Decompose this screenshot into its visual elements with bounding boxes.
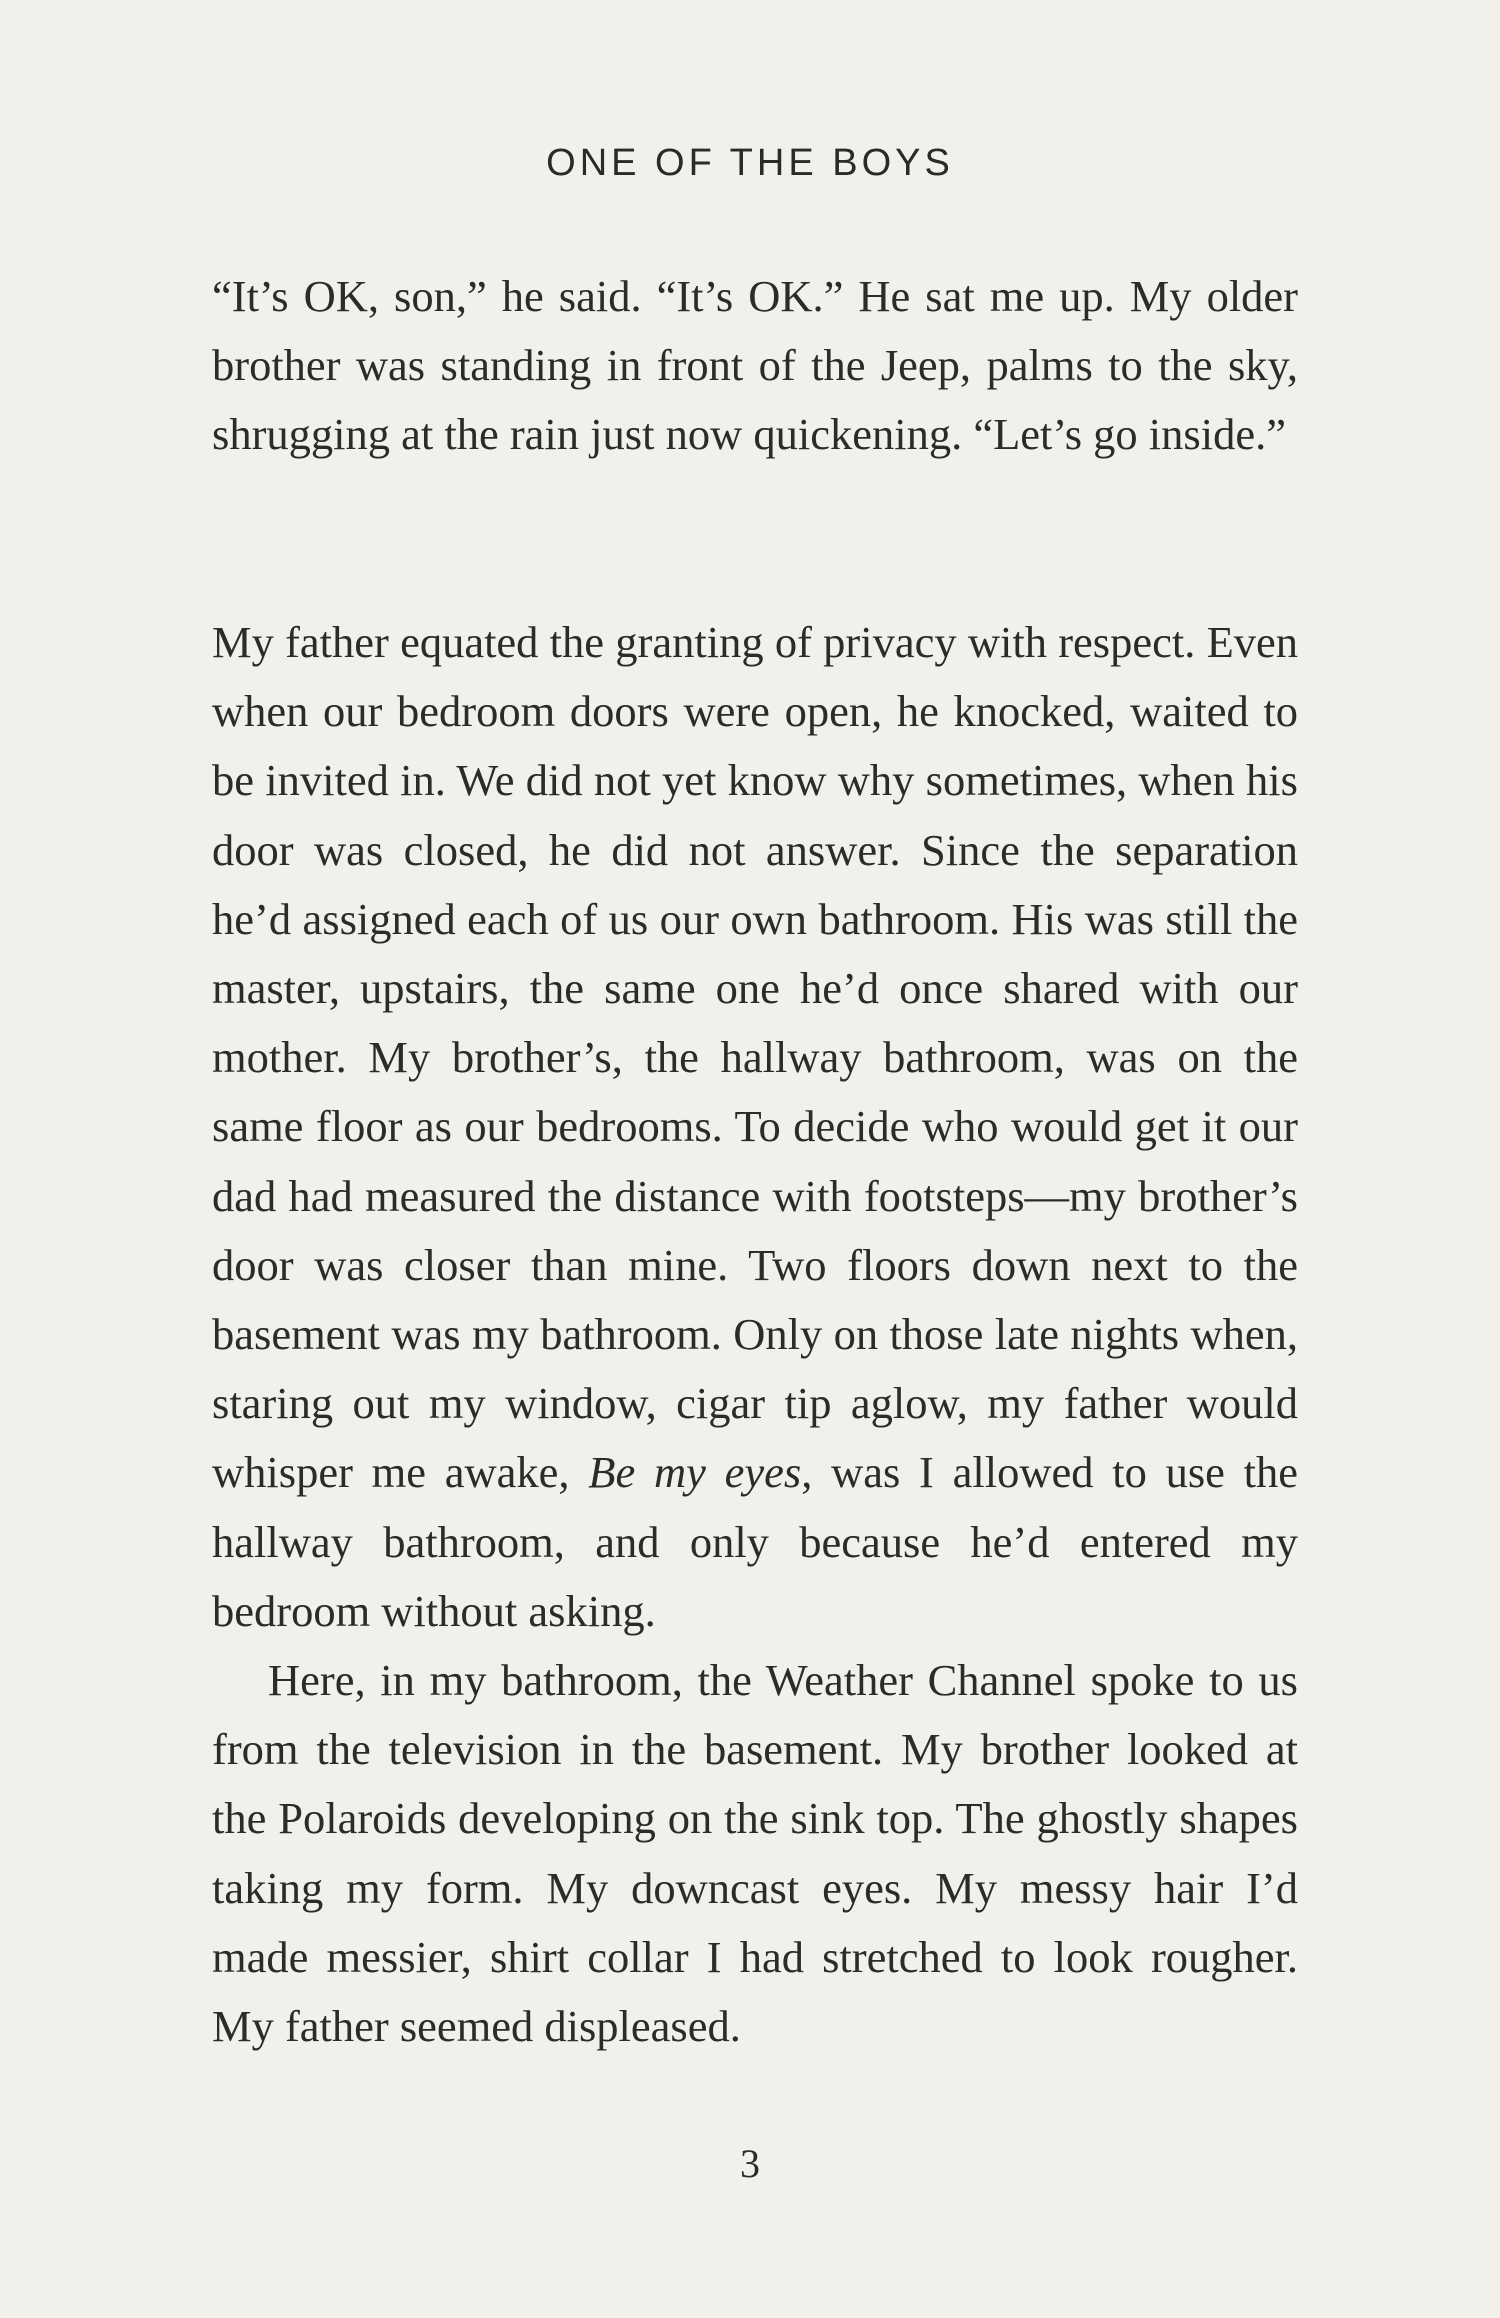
paragraph-text: , was I allowed to use the hallway bathroom, and only because he’d entered my bedroom without asking. bbox=[212, 1447, 1298, 1636]
section-2 bbox=[212, 608, 1298, 2061]
section-1 bbox=[212, 262, 1298, 470]
paragraph: “It’s OK, son,” he said. “It’s OK.” He sat me up. My older brother was standing in front of the Jeep, palms to the sky, shrugging at the rain just now quickening. “Let’s go inside.” bbox=[212, 271, 1298, 460]
running-head: ONE OF THE BOYS bbox=[546, 142, 954, 184]
page-number: 3 bbox=[740, 2141, 760, 2186]
paragraph-text: My father equated the granting of privacy with respect. Even when our bedroom doors were open, he knocked, waited to be invited in. We did not yet know why sometimes, when his door was closed, he did not answer. Since the separation he’d assigned each of us our own bathroom. His was still the master, upstairs, the same one he’d once shared with our mother. My brother’s, the hallway bathroom, was on the same floor as our bedrooms. To decide who would get it our dad had measured the distance with footsteps—my brother’s door was closer than mine. Two floors down next to the basement was my bathroom. Only on those late nights when, staring out my window, cigar tip aglow, my father would whisper me awake, bbox=[212, 617, 1298, 1498]
paragraph: Here, in my bathroom, the Weather Channel spoke to us from the television in the basement. My brother looked at the Polaroids developing on the sink top. The ghostly shapes taking my form. My downcast eyes. My messy hair I’d made messier, shirt collar I had stretched to look rougher. My father seemed displeased. bbox=[212, 1655, 1298, 2052]
italic-phrase: Be my eyes bbox=[588, 1447, 802, 1498]
paragraph bbox=[212, 608, 1298, 1646]
